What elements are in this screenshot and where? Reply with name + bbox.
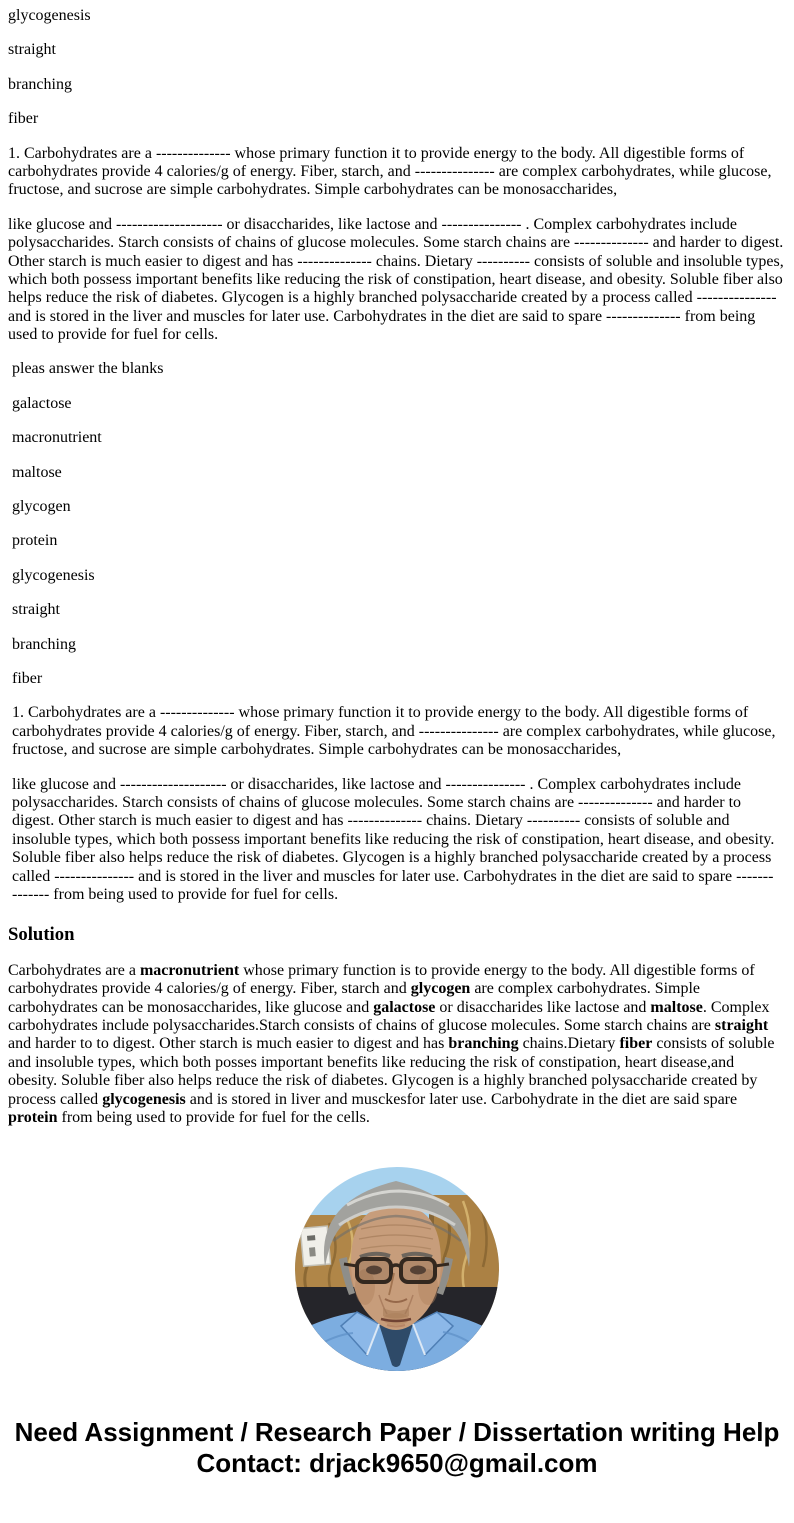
question-paragraph-2: like glucose and -------------------- or disaccharides, like lactose and --------------- . Complex carbohydrates include polysaccharides. Starch consists of chains of glucose molecules. Some starch chains are -------------- and harder to digest. Other starch is much easier to digest and has -------------- chains. Dietary ---------- consists of soluble and insoluble types, which both possess important benefits like reducing the risk of constipation, heart disease, and obesity. Soluble fiber also helps reduce the risk of diabetes. Glycogen is a highly branched polysaccharide created by a process called --------------- and is stored in the liver and muscles for later use. Carbohydrates in the diet are said to spare -------------- from being used to provide for fuel for cells. [8,215,784,344]
banner-contact-email: Contact: drjack9650@gmail.com [196,1447,598,1478]
word-bank-item: straight [12,601,60,619]
word-bank-item: fiber [12,669,43,687]
question-repeat-block [8,360,786,904]
question-paragraph-1-repeat: 1. Carbohydrates are a -------------- whose primary function it to provide energy to the body. All digestible forms of carbohydrates provide 4 calories/g of energy. Fiber, starch, and --------------- are complex carbohydrates, while glucose, fructose, and sucrose are simple carbohydrates. Simple carbohydrates can be monosaccharides, [12,704,776,759]
intro-word: branching [8,75,72,93]
word-bank-item: protein [12,532,58,550]
question-paragraph-1: 1. Carbohydrates are a -------------- whose primary function it to provide energy to the body. All digestible forms of carbohydrates provide 4 calories/g of energy. Fiber, starch, and --------------- are complex carbohydrates, while glucose, fructose, and sucrose are simple carbohydrates. Simple carbohydrates can be monosaccharides, [8,144,772,199]
word-bank-item: branching [12,635,76,653]
word-bank-item: glycogenesis [12,566,95,584]
solution-paragraph: Carbohydrates are a macronutrient whose primary function is to provide energy to the body. All digestible forms of carbohydrates provide 4 calories/g of energy. Fiber, starch and glycogen are complex carbohydrates. Simple carbohydrates can be monosaccharides, like glucose and galactose or disaccharides like lactose and maltose. Complex carbohydrates include polysaccharides.Starch consists of chains of glucose molecules. Some starch chains are straight and harder to to digest. Other starch is much easier to digest and has branching chains.Dietary fiber consists of soluble and insoluble types, which both posses important benefits like reducing the risk of constipation, heart disease,and obesity. Soluble fiber also helps reduce the risk of diabetes. Glycogen is a highly branched polysaccharide created by process called glycogenesis and is stored in liver and musckesfor later use. Carbohydrate in the diet are said spare protein from being used to provide for fuel for the cells. [8,961,775,1126]
word-bank-item: maltose [12,463,62,481]
contact-banner [8,1417,786,1478]
intro-word: straight [8,41,56,59]
banner-help-line: Need Assignment / Research Paper / Dissertation writing Help [14,1417,780,1448]
word-bank-item: glycogen [12,498,71,516]
question-intro-words [8,7,786,344]
word-bank-item: galactose [12,394,72,412]
solution-heading: Solution [8,924,75,946]
intro-word: fiber [8,110,39,128]
intro-word: glycogenesis [8,7,91,24]
word-bank-item: macronutrient [12,429,102,447]
tutor-avatar-illustration [295,1167,499,1371]
document-page [8,7,786,1479]
tutor-avatar-photo [295,1167,499,1371]
question-paragraph-2-repeat: like glucose and -------------------- or disaccharides, like lactose and --------------- . Complex carbohydrates include polysaccharides. Starch consists of chains of glucose molecules. Some starch chains are -------------- and harder to digest. Other starch is much easier to digest and has -------------- chains. Dietary ---------- consists of soluble and insoluble types, which both possess important benefits like reducing the risk of constipation, heart disease, and obesity. Soluble fiber also helps reduce the risk of diabetes. Glycogen is a highly branched polysaccharide created by a process called --------------- and is stored in the liver and muscles for later use. Carbohydrates in the diet are said to spare -------------- from being used to provide for fuel for cells. [12,775,775,903]
answer-prompt: pleas answer the blanks [12,360,164,378]
